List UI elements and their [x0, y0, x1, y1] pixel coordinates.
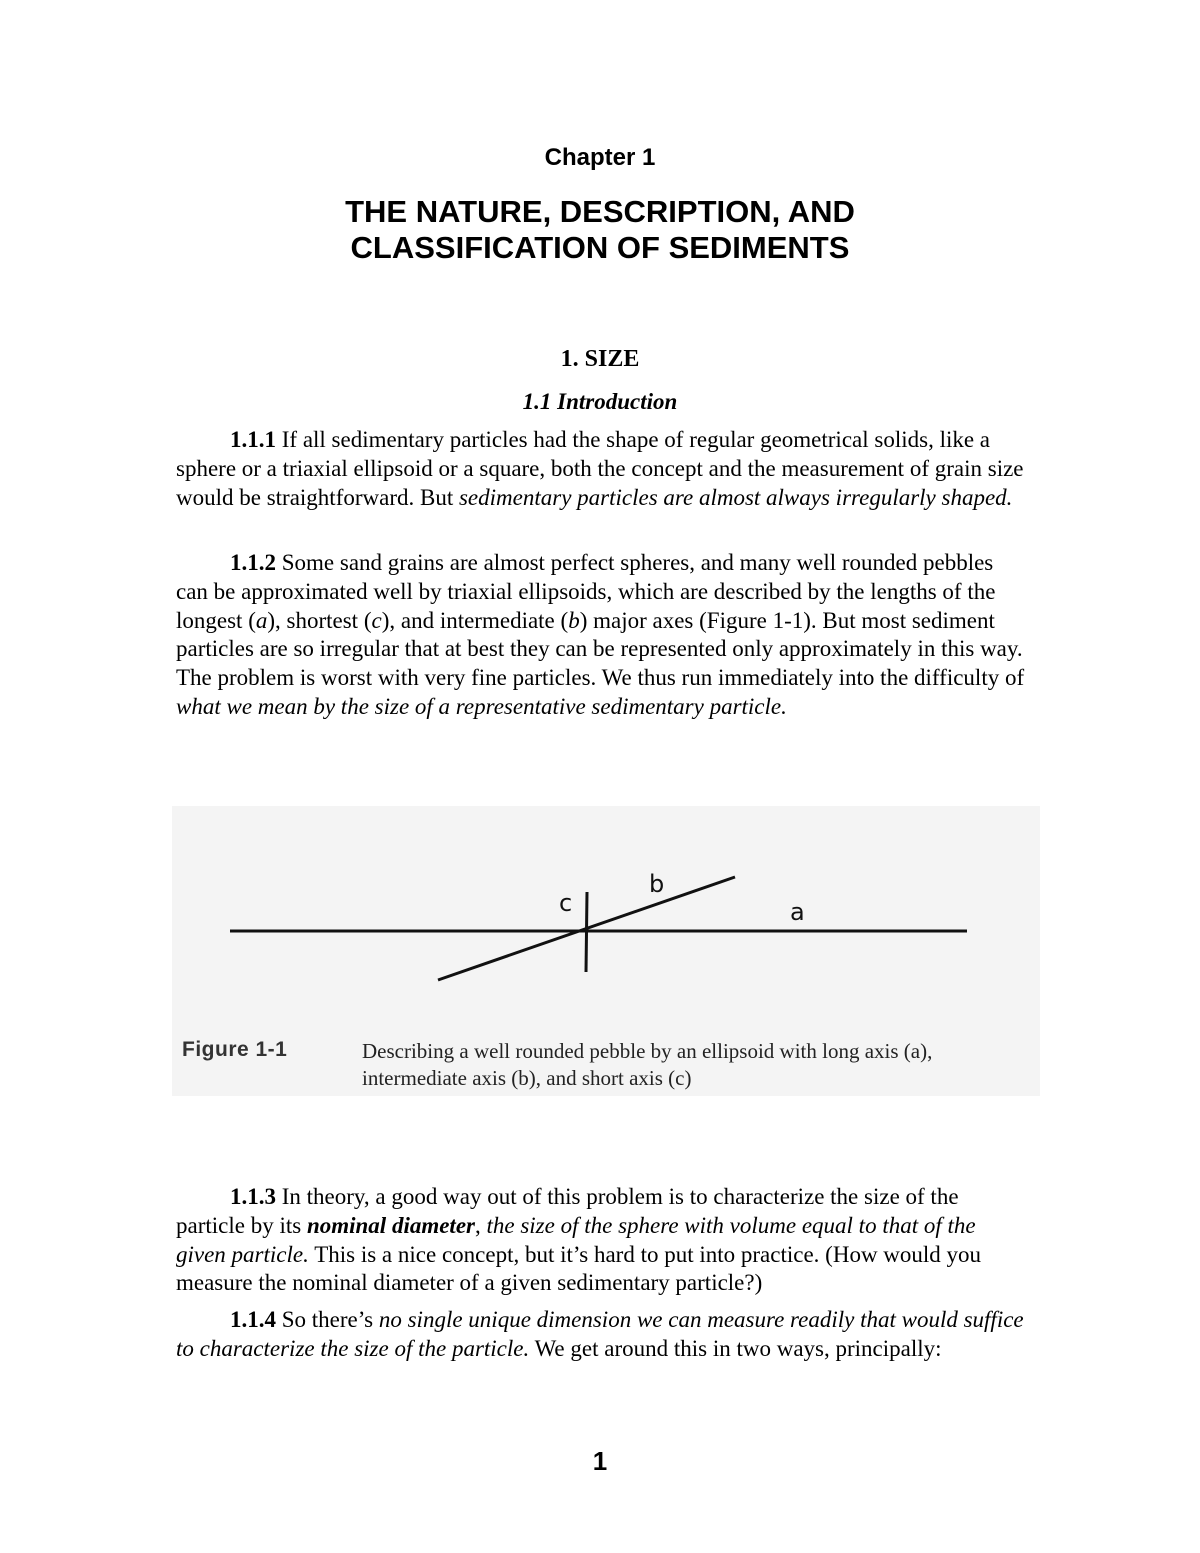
paragraph-text: We get around this in two ways, principally:: [529, 1335, 942, 1361]
paragraph-1-1-4: [176, 1306, 1026, 1364]
figure-1-1: [172, 806, 1040, 1096]
short-axis-line: [586, 892, 587, 972]
paragraph-emphasis: no single unique dimension we can measure readily that would suffice to characterize the size of the particle.: [176, 1307, 1024, 1361]
axis-label-b: b: [649, 870, 665, 898]
paragraph-1-1-1: [176, 426, 1026, 512]
paragraph-text: ), and intermediate (: [381, 607, 569, 633]
paragraph-text: In theory, a good way out of this problem is to characterize the size of the particle by its: [176, 1184, 959, 1238]
paragraph-text: Some sand grains are almost perfect spheres, and many well rounded pebbles can be approximated well by triaxial ellipsoids, which are described by the lengths of the longest (: [176, 550, 996, 633]
figure-caption-label: Figure 1-1: [182, 1038, 288, 1061]
paragraph-number: 1.1.1: [230, 427, 276, 452]
page-number: 1: [592, 1446, 608, 1476]
axis-label-c: c: [559, 889, 573, 917]
paragraph-number: 1.1.3: [230, 1184, 276, 1209]
chapter-title-line-2: CLASSIFICATION OF SEDIMENTS: [350, 230, 850, 265]
axis-symbol-c: c: [371, 607, 382, 633]
paragraph-text: ,: [474, 1212, 487, 1238]
axis-symbol-a: a: [255, 607, 268, 633]
paragraph-text: ) major axes (Figure 1-1). But most sediment particles are so irregular that at best they can be represented only approximately in this way. The problem is worst with very fine particles. We thus run immediately into the difficulty of: [176, 607, 1025, 691]
paragraph-emphasis: sedimentary particles are almost always irregularly shaped.: [458, 484, 1013, 510]
chapter-title: [0, 194, 1200, 266]
figure-caption-text: Describing a well rounded pebble by an ellipsoid with long axis (a), intermediate axis (b), and short axis (c): [362, 1039, 933, 1090]
chapter-label: Chapter 1: [544, 144, 656, 171]
paragraph-text: This is a nice concept, but it’s hard to put into practice. (How would you measure the nominal diameter of a given sedimentary particle?): [176, 1241, 982, 1296]
section-heading: 1. SIZE: [560, 346, 640, 372]
paragraph-emphasis: the size of the sphere with volume equal to that of the given particle.: [176, 1212, 976, 1267]
paragraph-emphasis: what we mean by the size of a representative sedimentary particle.: [176, 693, 787, 719]
paragraph-number: 1.1.4: [230, 1307, 276, 1332]
chapter-title-line-1: THE NATURE, DESCRIPTION, AND: [345, 194, 855, 229]
axis-label-a: a: [790, 898, 805, 926]
paragraph-1-1-3: [176, 1183, 1026, 1298]
paragraph-text: If all sedimentary particles had the shape of regular geometrical solids, like a sphere or a triaxial ellipsoid or a square, both the concept and the measurement of grain size would be straightforward. But: [176, 427, 1024, 510]
paragraph-text: So there’s: [276, 1307, 379, 1332]
paragraph-1-1-2: [176, 549, 1026, 722]
axis-symbol-b: b: [568, 607, 580, 633]
paragraph-text: ), shortest (: [267, 607, 372, 633]
paragraph-number: 1.1.2: [230, 550, 276, 575]
paragraph-term: nominal diameter: [306, 1212, 475, 1238]
subsection-heading: 1.1 Introduction: [522, 389, 678, 414]
